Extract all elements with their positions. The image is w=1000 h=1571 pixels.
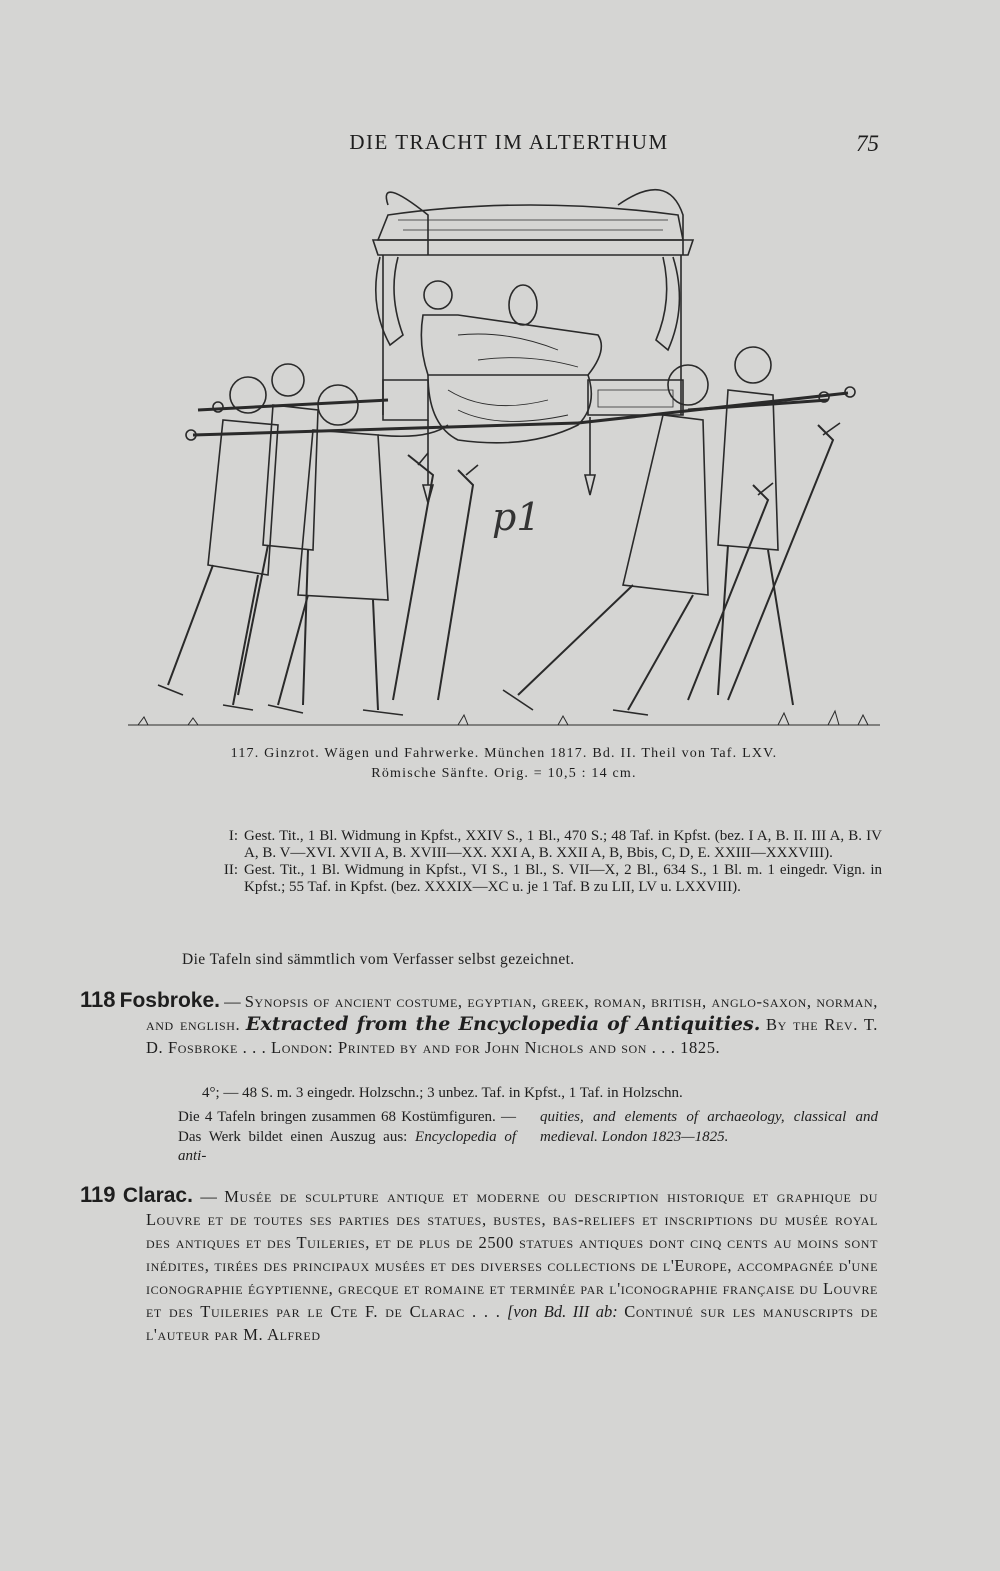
running-head: DIE TRACHT IM ALTERTHUM	[349, 130, 669, 154]
volume-specifications	[196, 828, 882, 896]
entry-author: Fosbroke.	[119, 989, 220, 1012]
volume-1-spec	[196, 828, 882, 862]
entry-number: 118	[80, 987, 116, 1012]
entry-118-heading	[80, 988, 878, 1059]
caption-line-1: 117. Ginzrot. Wägen und Fahrwerke. München 1817. Bd. II. Theil von Taf. LXV.	[230, 746, 778, 761]
volume-2-label: II:	[223, 862, 238, 878]
entry-118	[80, 988, 878, 1059]
volume-2-spec	[196, 862, 882, 896]
entry-118-notes	[178, 1108, 878, 1167]
entry-dash: —	[200, 1187, 217, 1206]
entry-author: Clarac.	[122, 1184, 193, 1207]
entry-118-note-right: quities, and elements of archaeology, classical and medieval. London 1823—1825.	[540, 1109, 878, 1145]
page-number: 75	[856, 131, 879, 156]
note-left-italic: Encyclopedia of anti-	[178, 1128, 517, 1164]
volume-1-text: Gest. Tit., 1 Bl. Widmung in Kpfst., XXIV S., 1 Bl., 470 S.; 48 Taf. in Kpfst. (bez. I A, B. II. III A, B. IV A, B. V—XVI. XVII A, B. XVIII—XX. XXI A, B. XXII A, B, Bbis, C, D, E. XXIII—XXXVIII).	[244, 828, 882, 861]
entry-blackletter-title: Extracted from the Encyclopedia of Antiquities.	[245, 1013, 761, 1035]
caption-line-2: Römische Sänfte. Orig. = 10,5 : 14 cm.	[371, 766, 637, 781]
entry-119-heading	[80, 1183, 878, 1346]
entry-imprint: By the Rev. T. D. Fosbroke . . . London: Printed by and for John Nichols and son . . . 1825.	[146, 1015, 879, 1057]
entry-119	[80, 1183, 878, 1346]
volume-1-label: I:	[228, 828, 238, 844]
pencil-annotation: p1	[492, 495, 541, 539]
plates-note: Die Tafeln sind sämmtlich vom Verfasser selbst gezeichnet.	[182, 951, 575, 968]
entry-dash: —	[224, 992, 241, 1011]
entry-title: Synopsis of ancient costume, egyptian, greek, roman, british, anglo-saxon, norman, and english.	[146, 992, 879, 1034]
note-left-text: Die 4 Tafeln bringen zusammen 68 Kostümfiguren. — Das Werk bildet einen Auszug aus:	[178, 1109, 516, 1145]
entry-bracket-note: [von Bd. III ab:	[506, 1302, 618, 1321]
entry-number: 119	[80, 1182, 116, 1207]
figure-caption	[128, 744, 880, 784]
volume-2-text: Gest. Tit., 1 Bl. Widmung in Kpfst., VI S., 1 Bl., S. VII—X, 2 Bl., 634 S., 1 Bl. m. 1 eingedr. Vign. in Kpfst.; 55 Taf. in Kpfst. (bez. XXXIX—XC u. je 1 Taf. B zu LII, LV u. LXXVIII).	[244, 862, 882, 895]
entry-title-part-1: Musée de sculpture antique et moderne ou description historique et graphique du Louvre et de toutes ses parties des statues, bustes, bas-reliefs et inscriptions du musée royal des antiques et des Tuileries, et de plus de 2500 statues antiques dont cinq cents au moins sont inédites, tirées des principaux musées et des diverses collections de l'Europe, accompagnée d'une iconographie égyptienne, grecque et romaine et terminée par l'iconographie française du Louvre et des Tuileries par le Cte F. de Clarac . . .	[146, 1187, 879, 1321]
entry-title-part-2: Continué sur les manuscripts de l'auteur par M. Alfred	[146, 1302, 878, 1344]
entry-118-note-left	[178, 1108, 516, 1167]
entry-118-collation: 4°; — 48 S. m. 3 eingedr. Holzschn.; 3 unbez. Taf. in Kpfst., 1 Taf. in Holzschn.	[202, 1085, 683, 1101]
sedan-chair-illustration	[128, 185, 880, 737]
